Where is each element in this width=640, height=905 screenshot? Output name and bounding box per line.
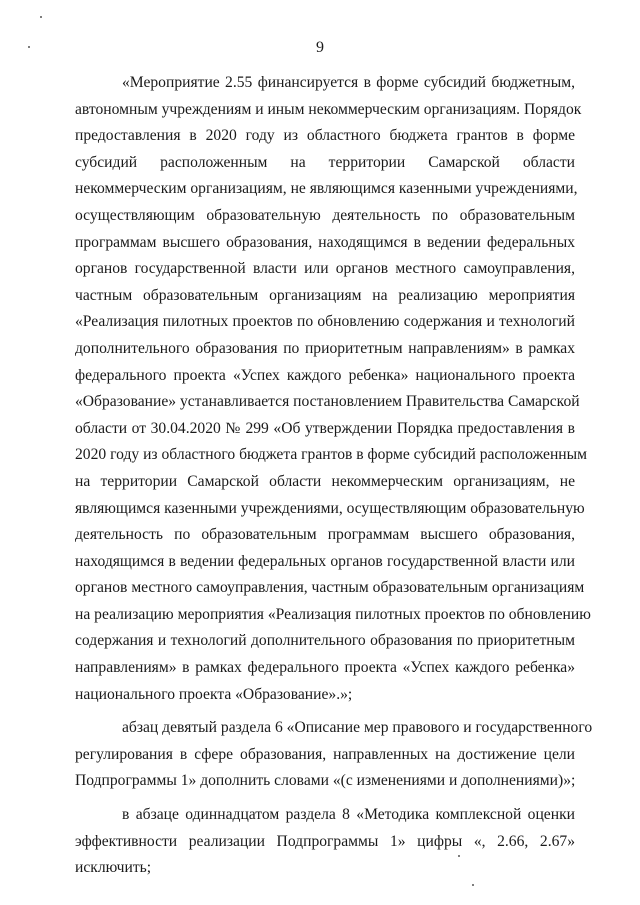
- document-body: [75, 70, 593, 882]
- text-line: «Мероприятие 2.55 финансируется в форме субсидий бюджетным,: [122, 74, 575, 91]
- paragraph-3: [75, 802, 575, 882]
- text-line: программам высшего образования, находящимся в ведении федеральных: [75, 233, 575, 251]
- scan-speck: [472, 884, 474, 886]
- text-line: абзац девятый раздела 6 «Описание мер правового и государственного: [122, 719, 593, 737]
- page-number: 9: [316, 39, 324, 56]
- text-line: содержания и технологий дополнительного образования по приоритетным: [75, 632, 575, 650]
- text-line: осуществляющим образовательную деятельность по образовательным: [75, 206, 575, 224]
- text-line: на территории Самарской области некоммерческим организациям, не: [75, 472, 575, 490]
- text-line: 2020 году из областного бюджета грантов в форме субсидий расположенным: [75, 446, 587, 464]
- text-line: в абзаце одиннадцатом раздела 8 «Методика комплексной оценки: [122, 806, 575, 824]
- text-line: эффективности реализации Подпрограммы 1» цифры «, 2.66, 2.67»: [75, 832, 575, 850]
- paragraph-1: [75, 70, 591, 708]
- text-line: регулирования в сфере образования, направленных на достижение цели: [75, 745, 575, 763]
- text-line: органов государственной власти или органов местного самоуправления,: [75, 260, 575, 278]
- paragraph-2: [75, 715, 593, 795]
- text-line: являющимся казенными учреждениями, осуществляющим образовательную: [75, 499, 585, 517]
- scan-speck: [40, 16, 42, 18]
- text-line: деятельность по образовательным программам высшего образования,: [75, 526, 575, 544]
- text-line: «Образование» устанавливается постановлением Правительства Самарской: [75, 393, 580, 411]
- text-line: автономным учреждениям и иным некоммерческим организациям. Порядок: [75, 100, 582, 118]
- text-line: «Реализация пилотных проектов по обновлению содержания и технологий: [75, 313, 575, 331]
- text-line: исключить;: [75, 859, 152, 877]
- text-line: предоставления в 2020 году из областного бюджета грантов в форме: [75, 127, 575, 145]
- text-line: субсидий расположенным на территории Самарской области: [75, 153, 575, 171]
- text-line: федерального проекта «Успех каждого ребенка» национального проекта: [75, 366, 575, 384]
- text-line: национального проекта «Образование».»;: [75, 685, 353, 703]
- text-line: области от 30.04.2020 № 299 «Об утверждении Порядка предоставления в: [75, 419, 575, 437]
- text-line: на реализацию мероприятия «Реализация пилотных проектов по обновлению: [75, 605, 591, 623]
- text-line: направлениям» в рамках федерального проекта «Успех каждого ребенка»: [75, 659, 575, 677]
- text-line: Подпрограммы 1» дополнить словами «(с изменениями и дополнениями)»;: [75, 772, 576, 790]
- text-line: дополнительного образования по приоритетным направлениям» в рамках: [75, 339, 575, 357]
- text-line: находящимся в ведении федеральных органов государственной власти или: [75, 552, 575, 570]
- text-line: частным образовательным организациям на реализацию мероприятия: [75, 286, 575, 304]
- text-line: некоммерческим организациям, не являющимся казенными учреждениями,: [75, 180, 578, 198]
- scan-speck: [458, 855, 460, 857]
- text-line: органов местного самоуправления, частным образовательным организациям: [75, 579, 585, 597]
